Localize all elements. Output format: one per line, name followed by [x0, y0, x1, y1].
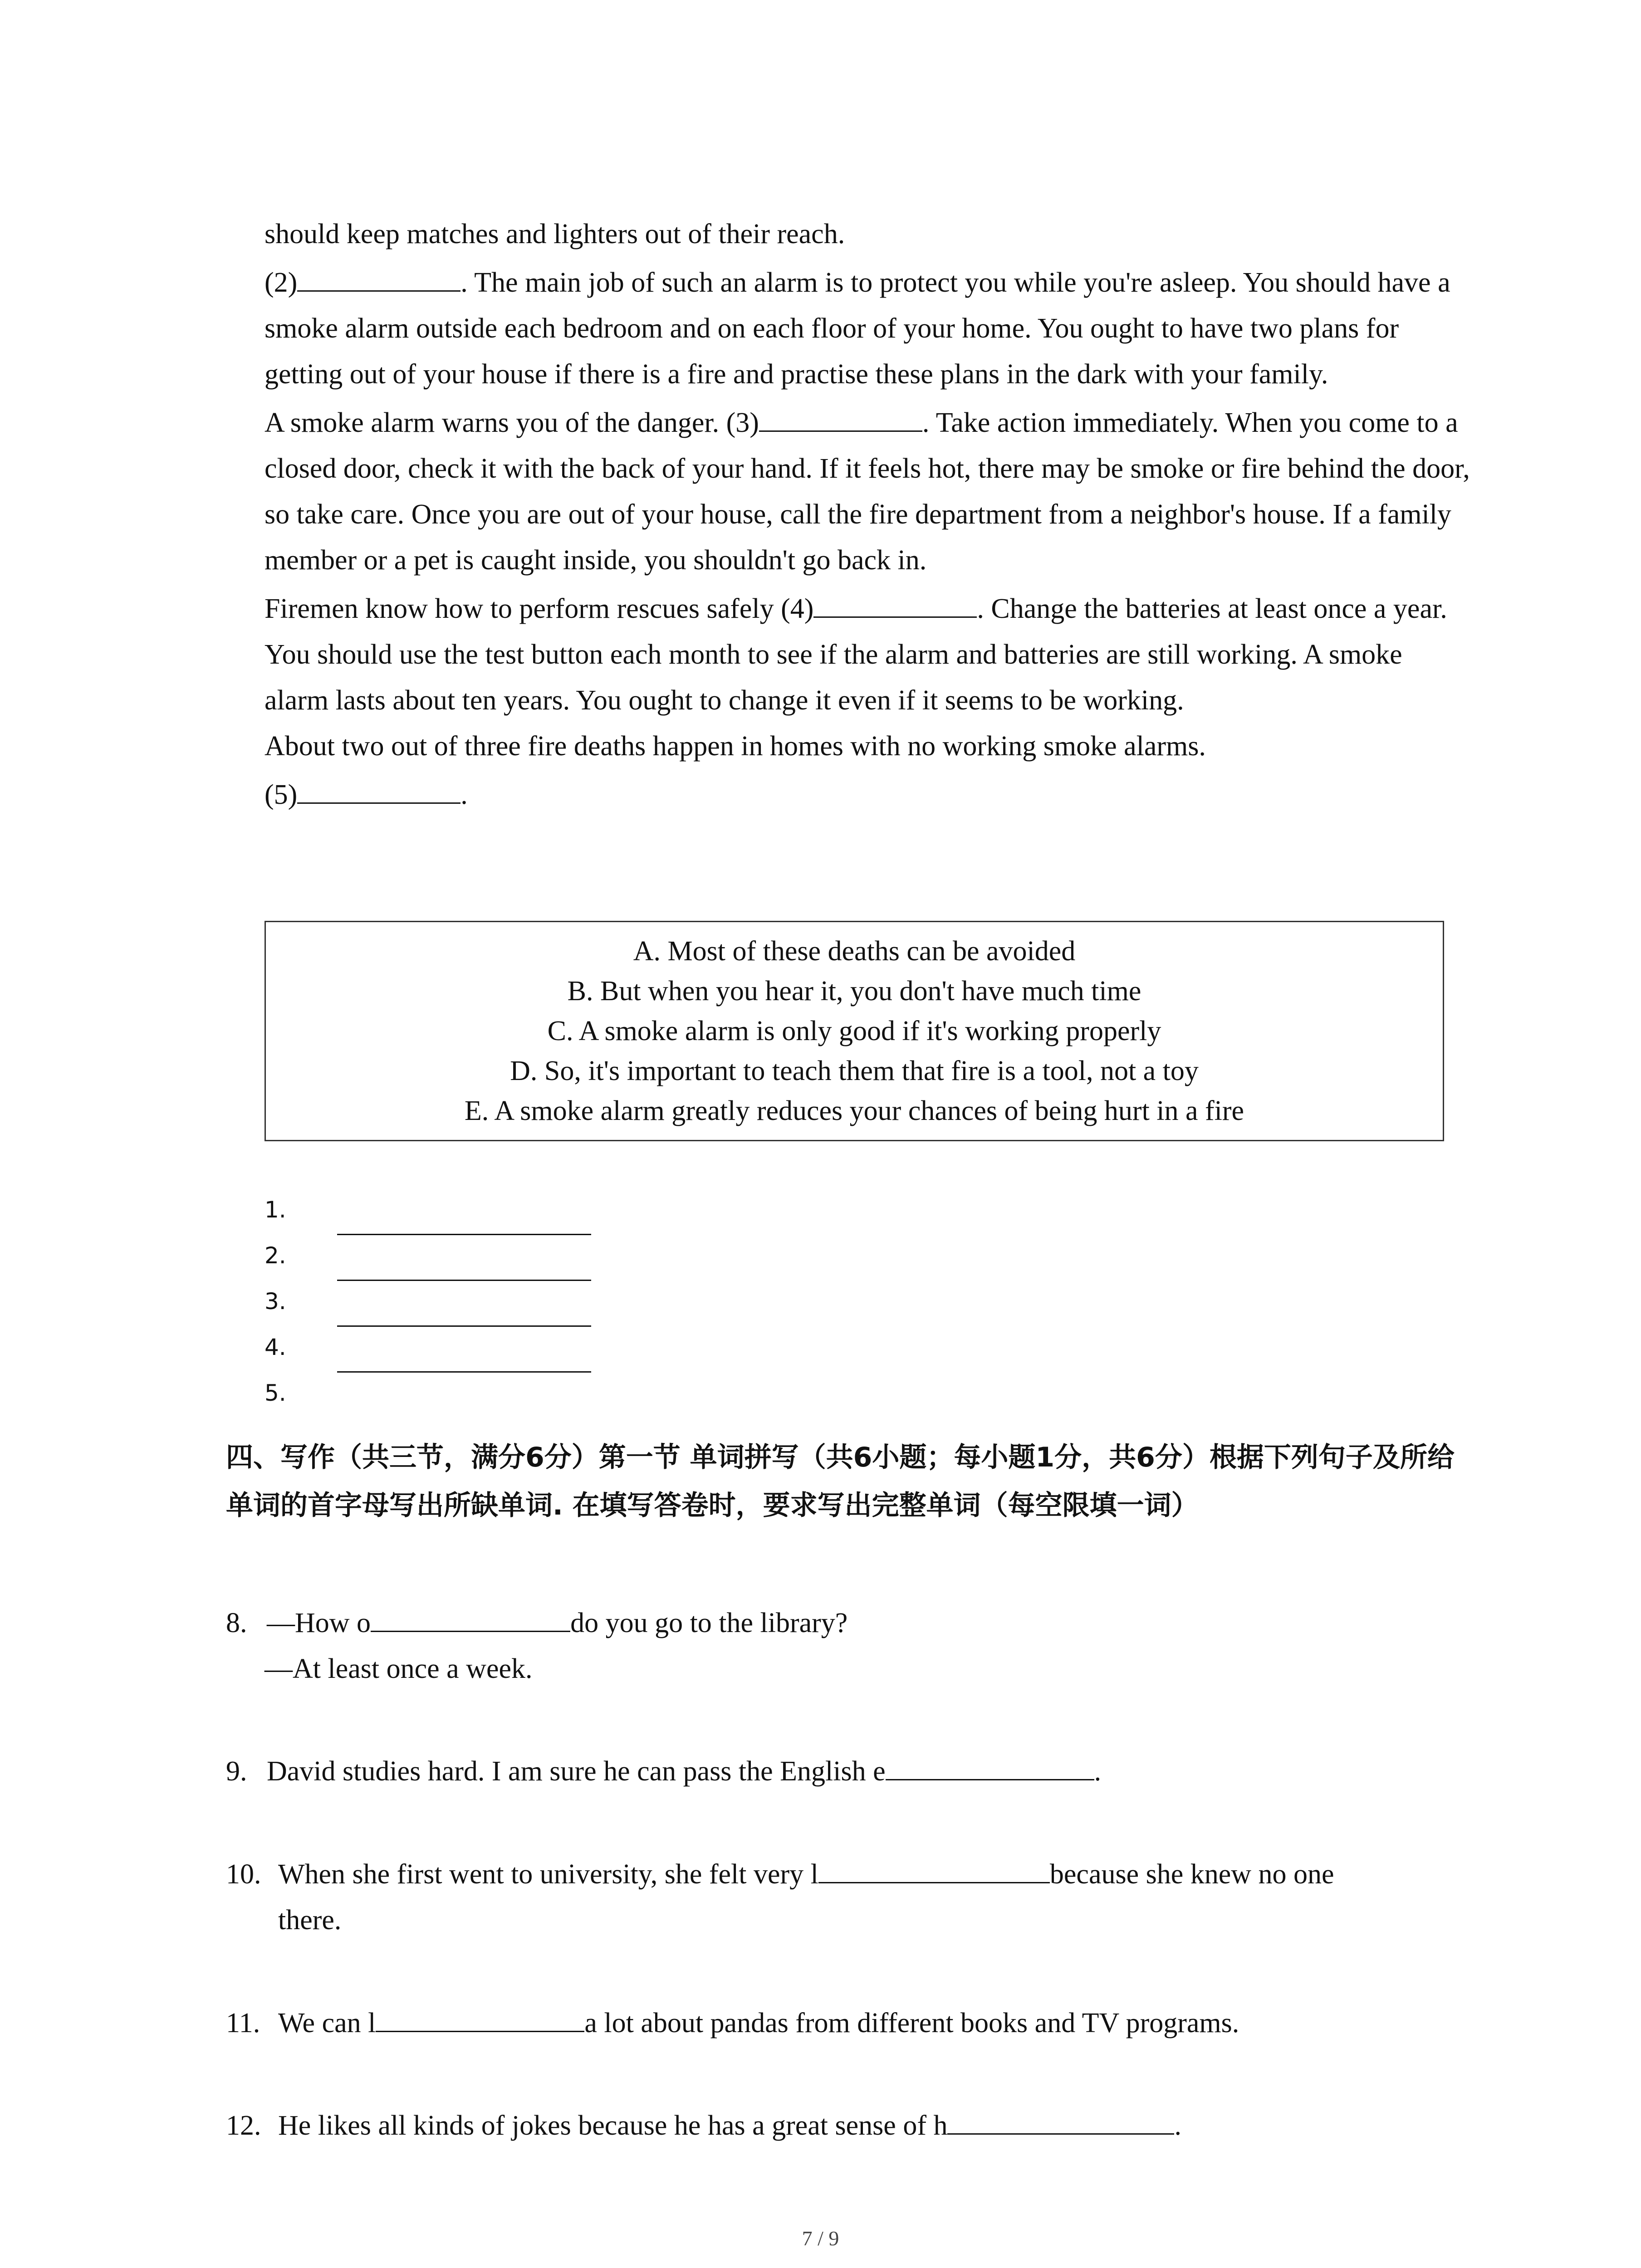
option-e: E. A smoke alarm greatly reduces your chances of being hurt in a fire: [464, 1095, 1244, 1126]
question-9-before: David studies hard. I am sure he can pass the English e: [267, 1756, 886, 1787]
answer-number: 5.: [265, 1380, 286, 1406]
answer-blank-q11[interactable]: [376, 2005, 584, 2032]
question-10-after: because she knew no one: [1049, 1859, 1334, 1890]
passage-line-0: should keep matches and lighters out of their reach.: [265, 219, 845, 249]
question-11: [226, 2000, 1460, 2046]
answer-blank-q12[interactable]: [947, 2108, 1174, 2135]
question-10-before: When she first went to university, she felt very l: [278, 1859, 818, 1890]
answer-number: 1.: [265, 1197, 286, 1223]
answer-blank-4[interactable]: [813, 591, 977, 618]
option-b: B. But when you hear it, you don't have much time: [567, 976, 1141, 1007]
passage-paragraph-4: [265, 586, 1471, 723]
question-9-after: .: [1094, 1756, 1102, 1787]
answer-number: 4.: [265, 1334, 286, 1360]
answer-line-4[interactable]: [337, 1371, 591, 1373]
question-9: [226, 1749, 1460, 1794]
section-heading: 四、写作（共三节，满分6分）第一节 单词拼写（共6小题；每小题1分，共6分）根据下列句子及所给单词的首字母写出所缺单词. 在填写答卷时，要求写出完整单词（每空限填一词）: [226, 1442, 1455, 1521]
question-10-line-2: there.: [278, 1905, 342, 1936]
answer-line-3[interactable]: [337, 1325, 591, 1327]
option-a: A. Most of these deaths can be avoided: [633, 936, 1076, 967]
passage-paragraph-3-before: A smoke alarm warns you of the danger. (3): [265, 407, 759, 438]
passage-paragraph-5: About two out of three fire deaths happen in homes with no working smoke alarms.: [265, 731, 1206, 762]
answer-blank-3[interactable]: [759, 405, 922, 432]
page-number: 7 / 9: [802, 2227, 839, 2250]
blank-5-end: .: [460, 779, 468, 810]
question-8-line-1: [226, 1600, 1460, 1646]
question-number: 12.: [226, 2110, 261, 2141]
question-12: [226, 2103, 1460, 2149]
answer-blank-q8[interactable]: [371, 1605, 570, 1632]
answer-blank-5[interactable]: [297, 777, 460, 804]
question-10: [226, 1852, 1460, 1943]
question-11-before: We can l: [278, 2008, 376, 2038]
option-d: D. So, it's important to teach them that fire is a tool, not a toy: [510, 1056, 1199, 1086]
question-number: 9.: [226, 1756, 247, 1787]
reading-passage: [265, 211, 1471, 818]
answer-line-1[interactable]: [337, 1234, 591, 1235]
passage-paragraph-2: [265, 260, 1471, 397]
question-8-before: —How o: [267, 1608, 371, 1638]
question-11-after: a lot about pandas from different books and TV programs.: [584, 2008, 1239, 2038]
question-12-before: He likes all kinds of jokes because he has a great sense of h: [278, 2110, 948, 2141]
passage-paragraph-3-after: . Take action immediately. When you come to a closed door, check it with the back of your hand. If it feels hot, there may be smoke or fire behind the door, so take care. Once you are out of your house, call the fire department from a neighbor's house. If a family member or a pet is caught inside, you shouldn't go back in.: [265, 407, 1470, 576]
answer-number: 3.: [265, 1288, 286, 1315]
passage-blank-5-line: [265, 772, 1471, 818]
question-number: 10.: [226, 1859, 261, 1890]
answer-blank-2[interactable]: [297, 265, 460, 292]
question-12-after: .: [1174, 2110, 1181, 2141]
option-c: C. A smoke alarm is only good if it's working properly: [547, 1016, 1161, 1046]
question-10-line-1: [226, 1852, 1460, 1897]
answer-blank-q10[interactable]: [818, 1857, 1050, 1883]
question-8-after: do you go to the library?: [570, 1608, 848, 1638]
answer-number: 2.: [265, 1242, 286, 1269]
blank-label-2: (2): [265, 267, 298, 298]
question-8: [226, 1600, 1460, 1692]
options-box: [265, 921, 1444, 1141]
answer-blank-q9[interactable]: [886, 1754, 1094, 1780]
passage-paragraph-4-after: . Change the batteries at least once a year. You should use the test button each month to see if the alarm and batteries are still working. A smoke alarm lasts about ten years. You ought to change it even if it seems to be working.: [265, 593, 1447, 716]
question-number: 8.: [226, 1608, 247, 1638]
blank-label-5: (5): [265, 779, 298, 810]
answer-line-2[interactable]: [337, 1280, 591, 1281]
passage-paragraph-2-text: . The main job of such an alarm is to protect you while you're asleep. You should have a smoke alarm outside each bedroom and on each floor of your home. You ought to have two plans for getting out of your house if there is a fire and practise these plans in the dark with your family.: [265, 267, 1450, 390]
question-number: 11.: [226, 2008, 260, 2038]
passage-paragraph-4-before: Firemen know how to perform rescues safely (4): [265, 593, 814, 624]
passage-paragraph-3: [265, 400, 1471, 583]
question-8-line-2: —At least once a week.: [265, 1653, 533, 1684]
